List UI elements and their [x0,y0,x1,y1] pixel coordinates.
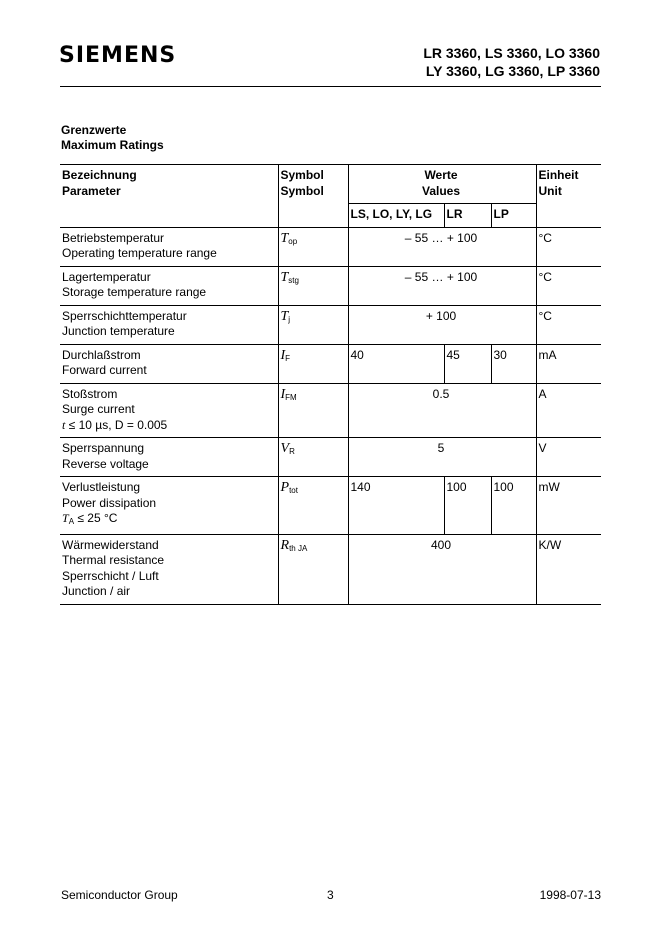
symbol-subscript: F [285,353,291,363]
param-de: Betriebstemperatur [62,230,165,245]
value-cell: 5 [348,438,536,477]
param-en: Junction temperature [62,324,175,338]
symbol-letter: T [280,269,289,285]
param-en: Thermal resistance [62,553,165,567]
unit-cell: °C [536,266,601,305]
table-row [60,227,601,266]
value-cell-lp: 100 [491,477,536,535]
subheader-lp: LP [491,204,536,228]
values-header-de: Werte [424,168,458,182]
table-row [60,383,601,438]
value-cell: 0.5 [348,383,536,438]
section-title-en: Maximum Ratings [61,138,164,152]
param-en: Operating temperature range [62,246,217,260]
value-cell-lr: 100 [444,477,491,535]
footer-left: Semiconductor Group [61,888,178,902]
symbol-header [278,165,348,228]
symbol-letter: T [280,230,289,246]
param-cell [60,477,278,535]
symbol-cell [278,534,348,604]
param-de-2: Sperrschicht / Luft [62,568,159,583]
symbol-subscript: stg [288,275,299,285]
value-cell-ls-lo-ly-lg: 140 [348,477,444,535]
values-header-en: Values [421,183,461,198]
symbol-subscript: op [288,236,298,246]
table-row [60,266,601,305]
values-header [348,165,536,204]
symbol-subscript: FM [285,392,297,402]
unit-header [536,165,601,228]
param-de: Durchlaßstrom [62,347,141,362]
symbol-letter: R [280,537,290,553]
unit-cell: V [536,438,601,477]
subheader-lr: LR [444,204,491,228]
symbol-cell [278,344,348,383]
value-cell-lr: 45 [444,344,491,383]
param-condition [62,511,274,530]
param-header [60,165,278,228]
condition-variable: t [62,417,66,432]
symbol-letter: I [280,386,286,402]
unit-cell: mA [536,344,601,383]
param-cell [60,227,278,266]
condition-text: ≤ 25 °C [74,511,118,525]
symbol-cell [278,305,348,344]
symbol-subscript: j [288,314,291,324]
symbol-cell [278,438,348,477]
subheader-ls-lo-ly-lg: LS, LO, LY, LG [348,204,444,228]
value-cell: – 55 … + 100 [348,266,536,305]
unit-cell: A [536,383,601,438]
symbol-cell [278,227,348,266]
header-row [60,165,601,204]
param-cell [60,438,278,477]
param-en: Power dissipation [62,495,157,510]
param-en: Forward current [62,363,147,377]
symbol-letter: I [280,347,286,363]
value-cell-lp: 30 [491,344,536,383]
param-header-de: Bezeichnung [62,168,137,182]
part-numbers [423,44,600,80]
param-cell [60,344,278,383]
symbol-letter: T [280,308,289,324]
param-condition [62,418,274,434]
param-de: Verlustleistung [62,480,141,494]
condition-text: ≤ 10 µs, D = 0.005 [65,417,168,432]
maximum-ratings-table [60,164,601,605]
section-title [61,123,164,153]
param-en-2: Junction / air [62,584,131,598]
value-cell: 400 [348,534,536,604]
param-header-en: Parameter [62,183,121,198]
param-de: Sperrschichttemperatur [62,308,187,323]
unit-cell: °C [536,227,601,266]
param-cell [60,305,278,344]
siemens-logo: SIEMENS [59,43,177,68]
symbol-subscript: R [289,447,295,456]
symbol-subscript: th JA [289,543,308,553]
param-de: Wärmewiderstand [62,537,159,552]
symbol-letter: V [280,441,290,456]
unit-cell: K/W [536,534,601,604]
header-rule [60,86,601,87]
part-numbers-line2: LY 3360, LG 3360, LP 3360 [425,63,600,79]
unit-cell: mW [536,477,601,535]
param-de: Lagertemperatur [62,269,151,284]
table-row [60,477,601,535]
symbol-header-en: Symbol [280,183,324,198]
page-number: 3 [327,888,334,902]
table-row [60,344,601,383]
value-cell-ls-lo-ly-lg: 40 [348,344,444,383]
value-cell: + 100 [348,305,536,344]
param-cell [60,534,278,604]
symbol-cell [278,383,348,438]
table-row [60,305,601,344]
condition-variable: T [62,511,69,525]
symbol-cell [278,477,348,535]
param-cell [60,266,278,305]
symbol-subscript: tot [289,486,298,495]
value-cell: – 55 … + 100 [348,227,536,266]
unit-header-en: Unit [538,183,562,198]
param-de: Stoßstrom [62,386,118,401]
param-en: Surge current [62,402,135,416]
param-en: Reverse voltage [62,456,149,471]
section-title-de: Grenzwerte [61,123,127,137]
part-numbers-line1: LR 3360, LS 3360, LO 3360 [423,45,600,61]
param-en: Storage temperature range [62,285,207,299]
param-cell [60,383,278,438]
condition-subscript: A [68,517,75,526]
footer-date: 1998-07-13 [539,888,601,902]
symbol-header-de: Symbol [280,168,324,182]
param-de: Sperrspannung [62,441,145,455]
table-row [60,438,601,477]
symbol-cell [278,266,348,305]
unit-cell: °C [536,305,601,344]
unit-header-de: Einheit [538,168,579,182]
symbol-letter: P [280,480,290,495]
table-row [60,534,601,604]
